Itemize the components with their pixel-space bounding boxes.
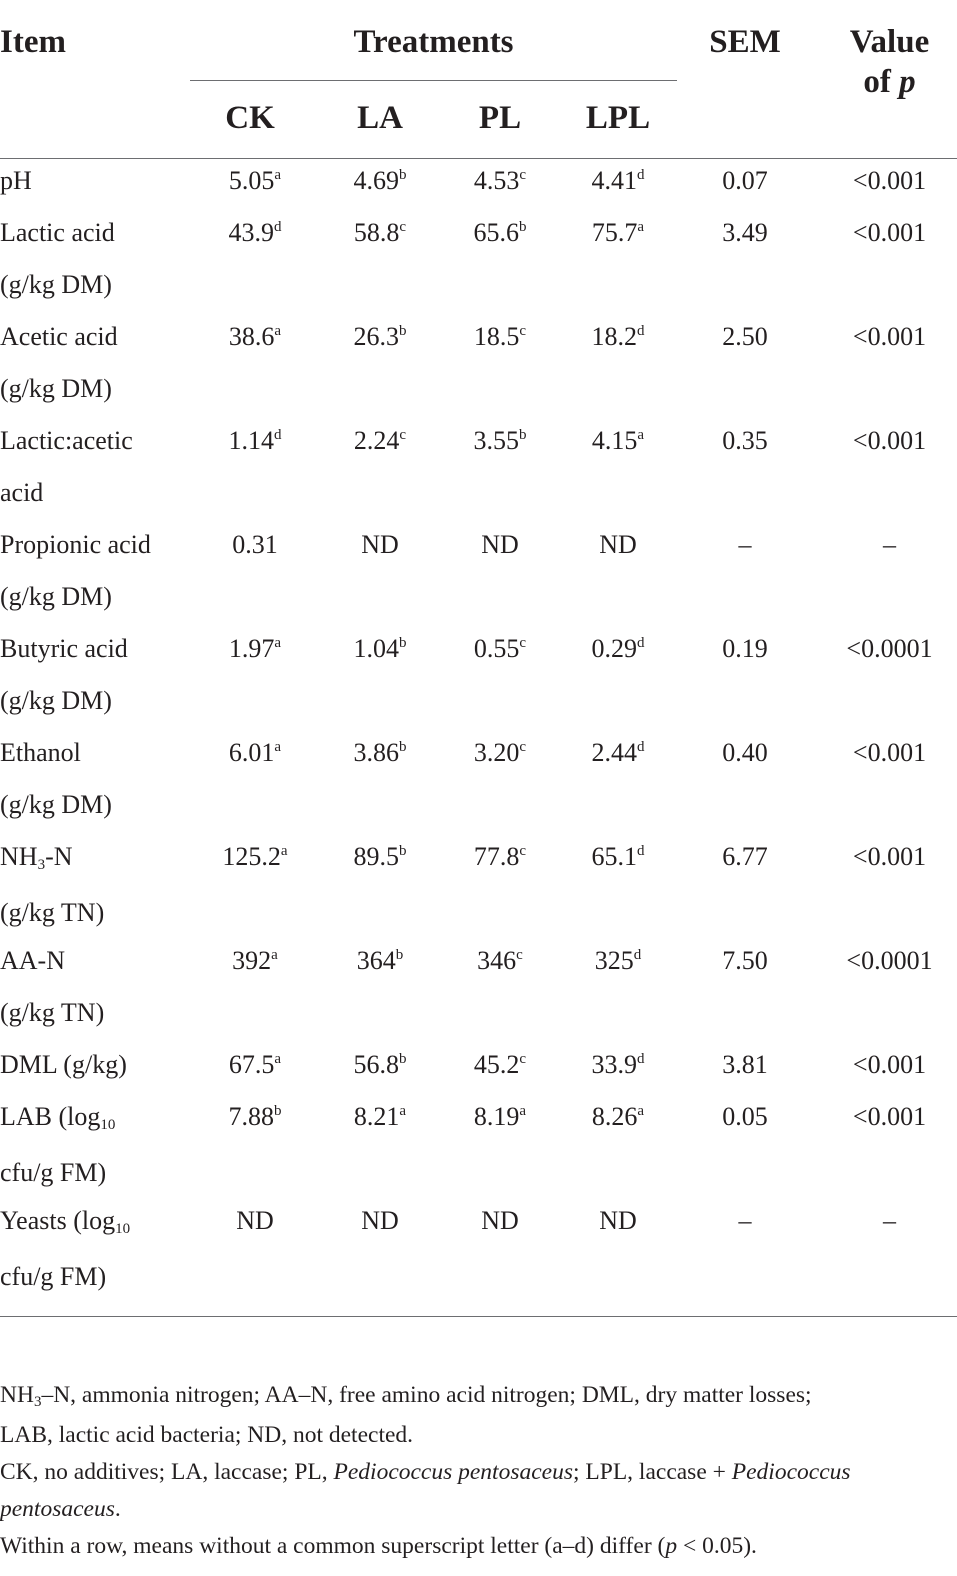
cell-superscript: b xyxy=(399,739,407,755)
footnote-abbreviations xyxy=(0,1377,957,1454)
cell-superscript: c xyxy=(519,635,527,651)
row-item-line1: Lactic:acetic xyxy=(0,426,133,455)
header-p-symbol: p xyxy=(899,64,916,100)
row-item-label xyxy=(0,311,185,415)
row-item-label xyxy=(0,623,185,727)
cell-value: ND xyxy=(481,1206,519,1235)
cell-superscript: d xyxy=(637,739,645,755)
cell-value: 58.8 xyxy=(353,218,400,247)
cell-ck xyxy=(190,216,320,254)
footnote-treatments xyxy=(0,1454,957,1528)
treatments-underline xyxy=(190,80,677,81)
cell-value: 67.5 xyxy=(228,1050,275,1079)
cell-value: 3.86 xyxy=(353,738,399,767)
cell-ck xyxy=(190,528,320,562)
row-item-label xyxy=(0,1039,185,1091)
cell-ck xyxy=(190,736,320,774)
footnote-treat-e: pentosaceus xyxy=(0,1496,115,1522)
row-item-line1 xyxy=(0,1195,185,1251)
cell-value: 89.5 xyxy=(353,842,399,871)
cell-pl xyxy=(440,528,560,562)
item-log-sub: 10 xyxy=(100,1117,116,1133)
cell-superscript: a xyxy=(637,219,645,235)
row-item-line1 xyxy=(0,1091,185,1147)
row-item-line1: Butyric acid xyxy=(0,634,128,663)
cell-value: 26.3 xyxy=(353,322,399,351)
cell-lpl xyxy=(558,528,678,562)
cell-superscript: b xyxy=(519,427,527,443)
item-nh3-pre: NH xyxy=(0,842,38,871)
row-item-line1: DML (g/kg) xyxy=(0,1050,127,1079)
item-log-pre: LAB (log xyxy=(0,1102,101,1131)
cell-superscript: d xyxy=(637,167,645,183)
item-nh3-sub: 3 xyxy=(37,857,46,873)
item-log-pre: Yeasts (log xyxy=(0,1206,116,1235)
cell-value: 0.55 xyxy=(473,634,520,663)
row-item-line1: Lactic acid xyxy=(0,218,115,247)
cell-value: ND xyxy=(599,1206,637,1235)
table-bottom-rule xyxy=(0,1316,957,1317)
cell-p-value: <0.001 xyxy=(852,166,927,195)
cell-value: 325 xyxy=(594,946,634,975)
cell-sem: 3.81 xyxy=(722,1050,768,1079)
cell-value: 18.5 xyxy=(473,322,520,351)
row-item-label xyxy=(0,415,185,519)
cell-p-value: – xyxy=(883,530,896,559)
cell-sem: 0.19 xyxy=(722,634,768,663)
cell-ck xyxy=(190,164,320,202)
cell-superscript: a xyxy=(274,635,282,651)
cell-p-value: <0.001 xyxy=(852,322,927,351)
cell-p-value: <0.0001 xyxy=(846,946,933,975)
cell-value: 43.9 xyxy=(228,218,274,247)
header-col-la: LA xyxy=(357,100,403,136)
cell-superscript: b xyxy=(399,323,407,339)
footnote-sig-c: < 0.05). xyxy=(677,1533,757,1559)
cell-lpl xyxy=(558,1100,678,1138)
header-p-value-line2-prefix: of xyxy=(863,64,900,100)
row-item-line2: (g/kg DM) xyxy=(0,790,112,819)
cell-superscript: c xyxy=(516,947,523,963)
cell-ck xyxy=(190,1204,320,1238)
cell-superscript: a xyxy=(399,1103,407,1119)
cell-superscript: a xyxy=(274,739,282,755)
cell-superscript: a xyxy=(274,323,282,339)
cell-value: 392 xyxy=(232,946,272,975)
cell-ck xyxy=(190,1048,320,1086)
footnote-treat-c: ; LPL, laccase + xyxy=(573,1459,732,1485)
row-item-line2: (g/kg DM) xyxy=(0,686,112,715)
header-p-value-line1: Value xyxy=(849,24,930,60)
cell-ck xyxy=(190,424,320,462)
cell-value: 4.69 xyxy=(353,166,399,195)
row-item-label xyxy=(0,155,185,207)
cell-value: 4.53 xyxy=(473,166,520,195)
footnote-treat-d: Pediococcus xyxy=(731,1459,851,1485)
row-item-label xyxy=(0,207,185,311)
cell-value: 8.26 xyxy=(591,1102,638,1131)
item-log-sub: 10 xyxy=(115,1221,131,1237)
header-col-lpl: LPL xyxy=(585,100,651,136)
cell-la xyxy=(320,320,440,358)
cell-value: 1.97 xyxy=(228,634,275,663)
cell-superscript: c xyxy=(399,427,407,443)
footnote-sig-b: p xyxy=(665,1533,678,1559)
cell-superscript: d xyxy=(637,323,645,339)
cell-value: 0.31 xyxy=(232,530,278,559)
cell-value: 33.9 xyxy=(591,1050,637,1079)
cell-pl xyxy=(440,1048,560,1086)
cell-value: 1.04 xyxy=(353,634,399,663)
row-item-label xyxy=(0,935,185,1039)
row-item-line2: (g/kg DM) xyxy=(0,270,112,299)
cell-value: 56.8 xyxy=(353,1050,399,1079)
cell-value: 2.44 xyxy=(591,738,637,767)
row-item-line2: (g/kg DM) xyxy=(0,582,112,611)
cell-value: ND xyxy=(599,530,637,559)
cell-superscript: b xyxy=(519,219,527,235)
cell-pl xyxy=(440,164,560,202)
cell-value: 3.55 xyxy=(473,426,519,455)
row-item-label xyxy=(0,519,185,623)
row-item-line2: acid xyxy=(0,478,44,507)
row-item-label xyxy=(0,1091,185,1199)
header-col-pl: PL xyxy=(478,100,522,136)
cell-value: 8.21 xyxy=(353,1102,400,1131)
row-item-label xyxy=(0,831,185,939)
row-item-label xyxy=(0,727,185,831)
cell-value: 0.29 xyxy=(591,634,637,663)
cell-superscript: b xyxy=(399,167,407,183)
cell-value: 2.24 xyxy=(353,426,400,455)
cell-la xyxy=(320,216,440,254)
cell-sem: 6.77 xyxy=(722,842,768,871)
cell-pl xyxy=(440,840,560,878)
cell-value: 18.2 xyxy=(591,322,637,351)
footnotes xyxy=(0,1377,957,1565)
cell-sem: – xyxy=(738,530,752,559)
cell-lpl xyxy=(558,1048,678,1086)
cell-la xyxy=(320,736,440,774)
cell-ck xyxy=(190,840,320,878)
cell-lpl xyxy=(558,944,678,982)
cell-superscript: a xyxy=(637,1103,645,1119)
cell-value: ND xyxy=(481,530,519,559)
cell-la xyxy=(320,528,440,562)
row-item-line1: AA-N xyxy=(0,946,65,975)
cell-value: 8.19 xyxy=(473,1102,520,1131)
cell-pl xyxy=(440,424,560,462)
cell-sem: 0.05 xyxy=(722,1102,768,1131)
cell-lpl xyxy=(558,216,678,254)
cell-p-value: – xyxy=(883,1206,896,1235)
cell-sem: 0.07 xyxy=(722,166,768,195)
cell-superscript: c xyxy=(519,323,527,339)
cell-sem: 3.49 xyxy=(722,218,768,247)
cell-value: 4.15 xyxy=(591,426,638,455)
cell-value: 1.14 xyxy=(228,426,274,455)
footnote-sig-a: Within a row, means without a common superscript letter (a–d) differ ( xyxy=(0,1533,666,1559)
cell-superscript: a xyxy=(274,167,282,183)
row-item-line1 xyxy=(0,831,185,887)
cell-value: 125.2 xyxy=(222,842,281,871)
cell-value: 5.05 xyxy=(228,166,275,195)
cell-ck xyxy=(190,632,320,670)
cell-la xyxy=(320,840,440,878)
row-item-line1: Ethanol xyxy=(0,738,81,767)
footnote-nh3: NH xyxy=(0,1382,34,1408)
cell-superscript: c xyxy=(519,167,527,183)
cell-sem: 0.40 xyxy=(722,738,768,767)
footnote-significance xyxy=(0,1528,957,1565)
cell-superscript: d xyxy=(274,427,282,443)
cell-pl xyxy=(440,320,560,358)
cell-value: 7.88 xyxy=(228,1102,274,1131)
cell-superscript: d xyxy=(637,1051,645,1067)
cell-superscript: b xyxy=(395,947,404,963)
cell-lpl xyxy=(558,840,678,878)
cell-sem: – xyxy=(738,1206,752,1235)
cell-p-value: <0.001 xyxy=(852,842,927,871)
row-item-line2: (g/kg DM) xyxy=(0,374,112,403)
cell-la xyxy=(320,1048,440,1086)
cell-superscript: a xyxy=(637,427,645,443)
row-item-line2: cfu/g FM) xyxy=(0,1158,107,1187)
cell-superscript: c xyxy=(519,739,527,755)
cell-pl xyxy=(440,632,560,670)
footnote-nh3-sub: 3 xyxy=(33,1394,42,1410)
row-item-label xyxy=(0,1195,185,1303)
cell-ck xyxy=(190,320,320,358)
cell-superscript: b xyxy=(399,635,407,651)
footnote-treat-a: CK, no additives; LA, laccase; PL, xyxy=(0,1459,334,1485)
cell-la xyxy=(320,164,440,202)
cell-value: 75.7 xyxy=(591,218,638,247)
cell-value: 4.41 xyxy=(591,166,637,195)
cell-lpl xyxy=(558,164,678,202)
cell-value: 364 xyxy=(356,946,396,975)
footnote-abbrev-line1: –N, ammonia nitrogen; AA–N, free amino acid nitrogen; DML, dry matter losses; xyxy=(41,1382,812,1408)
cell-value: 65.1 xyxy=(591,842,637,871)
cell-pl xyxy=(440,1100,560,1138)
cell-superscript: d xyxy=(274,219,282,235)
cell-p-value: <0.001 xyxy=(852,738,927,767)
cell-ck xyxy=(190,1100,320,1138)
cell-la xyxy=(320,1100,440,1138)
cell-value: ND xyxy=(361,530,399,559)
cell-value: 45.2 xyxy=(473,1050,520,1079)
row-item-line2: (g/kg TN) xyxy=(0,898,105,927)
cell-la xyxy=(320,944,440,982)
item-nh3-post: -N xyxy=(45,842,73,871)
cell-value: 38.6 xyxy=(228,322,275,351)
row-item-line1: pH xyxy=(0,166,32,195)
cell-lpl xyxy=(558,632,678,670)
cell-ck xyxy=(190,944,320,982)
cell-la xyxy=(320,632,440,670)
header-item: Item xyxy=(0,24,66,60)
cell-superscript: a xyxy=(274,1051,282,1067)
cell-superscript: c xyxy=(519,1051,527,1067)
cell-la xyxy=(320,424,440,462)
header-sem: SEM xyxy=(709,24,781,60)
cell-superscript: d xyxy=(637,635,645,651)
cell-superscript: d xyxy=(633,947,642,963)
cell-lpl xyxy=(558,424,678,462)
cell-p-value: <0.001 xyxy=(852,426,927,455)
cell-lpl xyxy=(558,1204,678,1238)
header-p-value xyxy=(822,22,957,102)
cell-value: 346 xyxy=(477,946,517,975)
cell-superscript: a xyxy=(280,843,288,859)
cell-pl xyxy=(440,736,560,774)
cell-la xyxy=(320,1204,440,1238)
footnote-abbrev-line2: LAB, lactic acid bacteria; ND, not detected. xyxy=(0,1422,414,1448)
cell-value: ND xyxy=(236,1206,274,1235)
cell-sem: 0.35 xyxy=(722,426,768,455)
cell-value: 6.01 xyxy=(228,738,275,767)
row-item-line2: cfu/g FM) xyxy=(0,1262,107,1291)
cell-superscript: a xyxy=(271,947,278,963)
row-item-line1: Acetic acid xyxy=(0,322,118,351)
header-col-ck: CK xyxy=(225,100,275,136)
cell-value: 77.8 xyxy=(473,842,520,871)
cell-sem: 2.50 xyxy=(722,322,768,351)
cell-pl xyxy=(440,1204,560,1238)
cell-p-value: <0.0001 xyxy=(846,634,933,663)
row-item-line2: (g/kg TN) xyxy=(0,998,105,1027)
cell-superscript: b xyxy=(399,843,407,859)
cell-lpl xyxy=(558,320,678,358)
cell-superscript: d xyxy=(637,843,645,859)
cell-sem: 7.50 xyxy=(722,946,768,975)
cell-superscript: b xyxy=(274,1103,282,1119)
cell-superscript: b xyxy=(399,1051,407,1067)
cell-value: 3.20 xyxy=(473,738,520,767)
cell-p-value: <0.001 xyxy=(852,1102,927,1131)
cell-superscript: a xyxy=(519,1103,527,1119)
footnote-treat-b: Pediococcus pentosaceus xyxy=(333,1459,573,1485)
cell-p-value: <0.001 xyxy=(852,218,927,247)
cell-value: 65.6 xyxy=(473,218,519,247)
header-treatments: Treatments xyxy=(353,24,514,60)
row-item-line1: Propionic acid xyxy=(0,530,151,559)
cell-p-value: <0.001 xyxy=(852,1050,927,1079)
cell-value: ND xyxy=(361,1206,399,1235)
cell-superscript: c xyxy=(399,219,407,235)
cell-superscript: c xyxy=(519,843,527,859)
footnote-treat-f: . xyxy=(114,1496,121,1522)
cell-pl xyxy=(440,216,560,254)
cell-lpl xyxy=(558,736,678,774)
cell-pl xyxy=(440,944,560,982)
